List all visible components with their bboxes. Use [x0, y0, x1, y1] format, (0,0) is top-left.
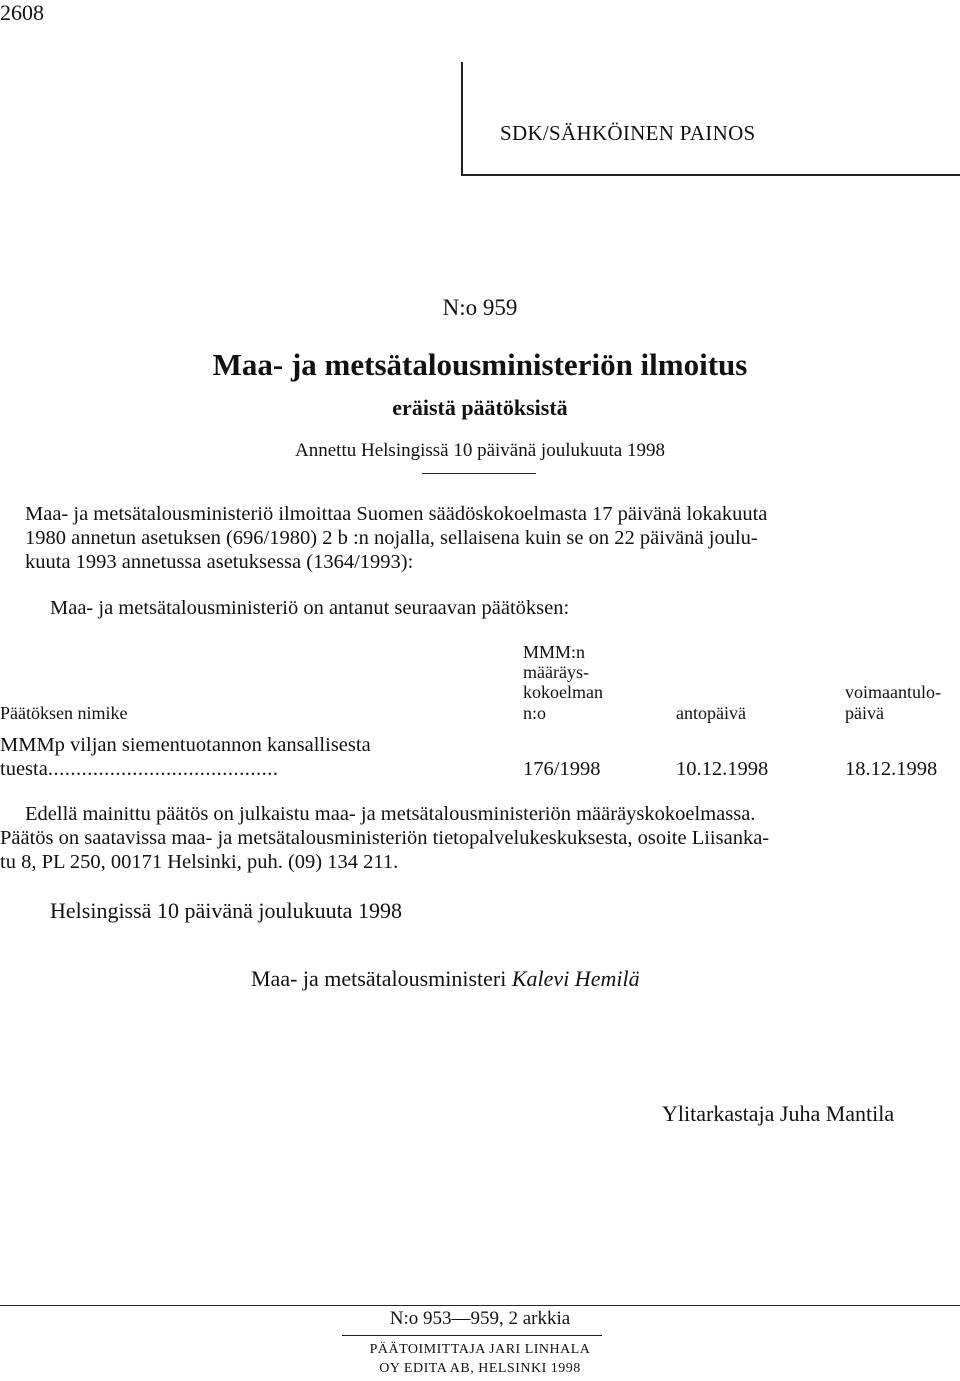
footer-separator	[342, 1335, 602, 1336]
decision-statement: Maa- ja metsätalousministeriö on antanut seuraavan päätöksen:	[50, 597, 570, 619]
row-effective: 18.12.1998	[845, 758, 938, 780]
place-date: Helsingissä 10 päivänä joulukuuta 1998	[50, 898, 402, 923]
edition-box	[461, 62, 960, 176]
page-number: 2608	[0, 0, 44, 25]
row-issued: 10.12.1998	[676, 758, 769, 780]
publication-line-2: Päätös on saatavissa maa- ja metsätalousministeriön tietopalvelukeskuksesta, osoite Liisanka-	[0, 827, 770, 849]
header-effective-line-1: voimaantulo-	[845, 682, 941, 702]
minister-signature	[251, 966, 640, 992]
footer-editor: PÄÄTOIMITTAJA JARI LINHALA	[369, 1342, 591, 1357]
header-mmm-line-1: MMM:n	[523, 642, 586, 662]
notice-title: Maa- ja metsätalousministeriön ilmoitus	[212, 347, 748, 382]
publication-line-1: Edellä mainittu päätös on julkaistu maa- ja metsätalousministeriön määräyskokoelmassa.	[25, 803, 756, 825]
footer-printer: OY EDITA AB, HELSINKI 1998	[379, 1361, 581, 1376]
footer-issue: N:o 953—959, 2 arkkia	[389, 1308, 571, 1329]
table-row	[0, 758, 278, 781]
given-date: Annettu Helsingissä 10 päivänä joulukuuta 1998	[295, 440, 665, 461]
row-number: 176/1998	[523, 758, 601, 780]
official-signature: Ylitarkastaja Juha Mantila	[662, 1101, 895, 1126]
intro-line-2: 1980 annetun asetuksen (696/1980) 2 b :n nojalla, sellaisena kuin se on 22 päivänä joulu-	[25, 527, 758, 549]
row-name-line-1: MMMp viljan siementuotannon kansallisesta	[0, 734, 371, 756]
notice-subtitle: eräistä päätöksistä	[392, 395, 568, 420]
notice-number: N:o 959	[442, 295, 518, 320]
footer-divider	[0, 1305, 960, 1306]
edition-label: SDK/SÄHKÖINEN PAINOS	[500, 121, 756, 145]
header-issued: antopäivä	[676, 703, 746, 723]
header-mmm-line-2: määräys-	[523, 662, 589, 682]
intro-line-3: kuuta 1993 annetussa asetuksessa (1364/1993):	[25, 551, 414, 573]
minister-title: Maa- ja metsätalousministeri	[251, 966, 507, 991]
row-leader-dots: .........................................	[47, 758, 279, 780]
header-mmm-line-3: kokoelman	[523, 682, 603, 702]
header-effective-line-2: päivä	[845, 703, 884, 723]
header-mmm-line-4: n:o	[523, 703, 547, 723]
title-divider	[422, 473, 536, 474]
header-decision-name: Päätöksen nimike	[0, 703, 128, 723]
minister-name: Kalevi Hemilä	[511, 966, 640, 991]
intro-line-1: Maa- ja metsätalousministeriö ilmoittaa Suomen säädöskokoelmasta 17 päivänä lokakuuta	[25, 503, 768, 525]
row-name-line-2: tuesta	[0, 758, 48, 780]
publication-line-3: tu 8, PL 250, 00171 Helsinki, puh. (09) 134 211.	[0, 851, 399, 873]
